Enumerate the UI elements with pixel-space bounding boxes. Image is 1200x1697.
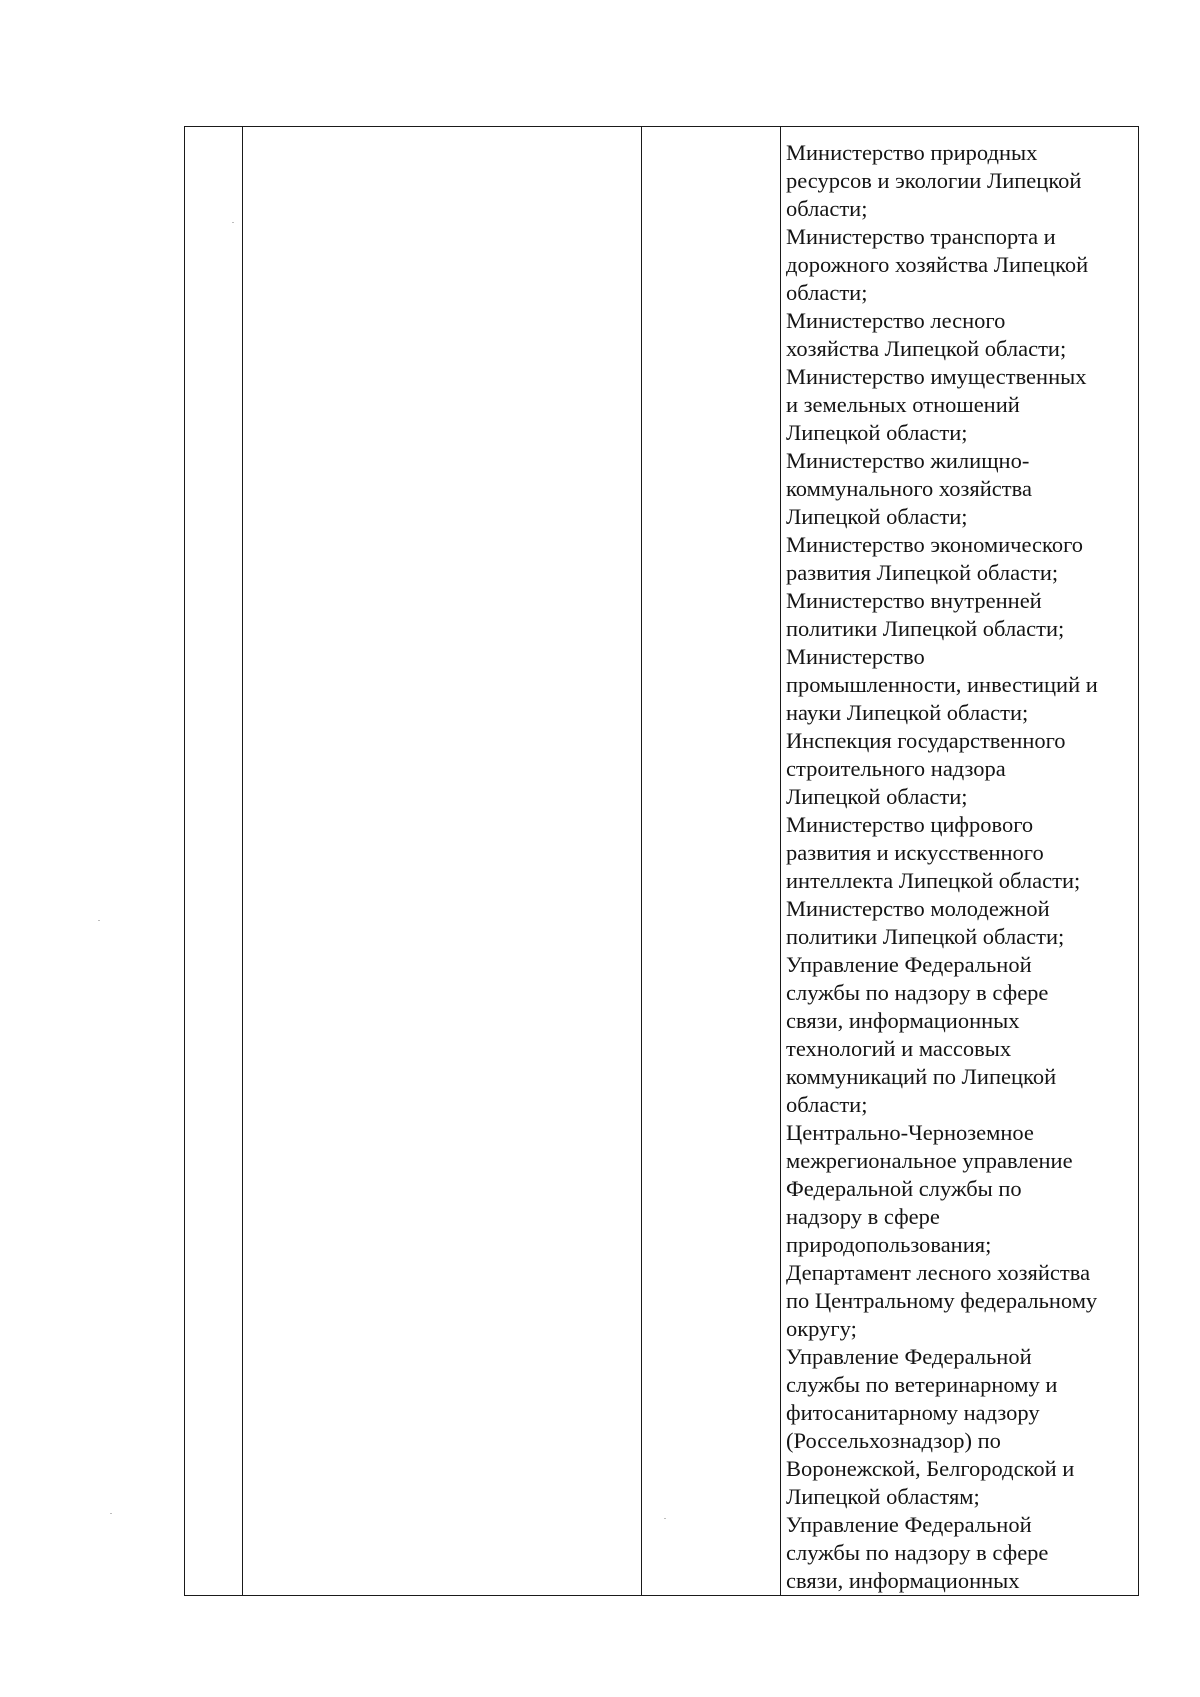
table-cell-number [185, 127, 243, 1596]
executor-line: связи, информационных [786, 1008, 1020, 1033]
scan-speck [110, 1513, 112, 1514]
executor-line: надзору в сфере [786, 1204, 940, 1229]
executor-line: политики Липецкой области; [786, 616, 1065, 641]
executor-line: Министерство имущественных [786, 364, 1087, 389]
executor-line: коммуникаций по Липецкой [786, 1064, 1057, 1089]
executor-line: Липецкой области; [786, 420, 968, 445]
executor-line: фитосанитарному надзору [786, 1400, 1040, 1425]
executor-line: Липецкой областям; [786, 1484, 980, 1509]
executor-line: службы по надзору в сфере [786, 1540, 1049, 1565]
executor-line: Министерство цифрового [786, 812, 1034, 837]
executor-line: Министерство природных [786, 140, 1038, 165]
executor-line: Федеральной службы по [786, 1176, 1022, 1201]
executor-line: Министерство [786, 644, 925, 669]
executor-line: науки Липецкой области; [786, 700, 1029, 725]
executor-line: межрегиональное управление [786, 1148, 1073, 1173]
executor-line: Центрально-Черноземное [786, 1120, 1034, 1145]
executor-line: ресурсов и экологии Липецкой [786, 168, 1082, 193]
executor-line: Министерство внутренней [786, 588, 1042, 613]
executor-line: коммунального хозяйства [786, 476, 1032, 501]
executor-line: Управление Федеральной [786, 1512, 1032, 1537]
executor-line: хозяйства Липецкой области; [786, 336, 1067, 361]
executor-line: политики Липецкой области; [786, 924, 1065, 949]
scan-speck [232, 222, 234, 223]
executor-line: Липецкой области; [786, 504, 968, 529]
executor-line: Министерство жилищно- [786, 448, 1030, 473]
executor-line: Департамент лесного хозяйства [786, 1260, 1091, 1285]
executor-line: Управление Федеральной [786, 1344, 1032, 1369]
table-cell-name [243, 127, 642, 1596]
executor-line: службы по надзору в сфере [786, 980, 1049, 1005]
executor-line: Инспекция государственного [786, 728, 1066, 753]
executor-line: по Центральному федеральному [786, 1288, 1098, 1313]
executor-line: Министерство лесного [786, 308, 1006, 333]
executor-line: интеллекта Липецкой области; [786, 868, 1081, 893]
executor-line: Липецкой области; [786, 784, 968, 809]
executor-line: области; [786, 196, 868, 221]
table-row [185, 127, 1139, 1596]
executor-line: и земельных отношений [786, 392, 1020, 417]
executor-line: Управление Федеральной [786, 952, 1032, 977]
executor-line: промышленности, инвестиций и [786, 672, 1098, 697]
executor-line: Министерство экономического [786, 532, 1083, 557]
executor-line: дорожного хозяйства Липецкой [786, 252, 1089, 277]
executor-line: округу; [786, 1316, 857, 1341]
executor-line: области; [786, 1092, 868, 1117]
executor-line: строительного надзора [786, 756, 1006, 781]
executor-line: области; [786, 280, 868, 305]
executor-line: развития и искусственного [786, 840, 1044, 865]
executor-line: развития Липецкой области; [786, 560, 1059, 585]
executor-line: (Россельхознадзор) по [786, 1428, 1001, 1453]
executor-line: природопользования; [786, 1232, 992, 1257]
executors-list [781, 127, 1138, 1595]
executor-line: Министерство транспорта и [786, 224, 1056, 249]
executor-line: технологий и массовых [786, 1036, 1012, 1061]
table-cell-period [642, 127, 781, 1596]
executor-line: связи, информационных [786, 1568, 1020, 1593]
executor-line: службы по ветеринарному и [786, 1372, 1058, 1397]
executor-line: Министерство молодежной [786, 896, 1050, 921]
scan-speck [664, 1518, 666, 1519]
executor-line: Воронежской, Белгородской и [786, 1456, 1075, 1481]
scan-speck [98, 920, 100, 921]
document-table [184, 126, 1139, 1596]
table-cell-executors [781, 127, 1139, 1596]
